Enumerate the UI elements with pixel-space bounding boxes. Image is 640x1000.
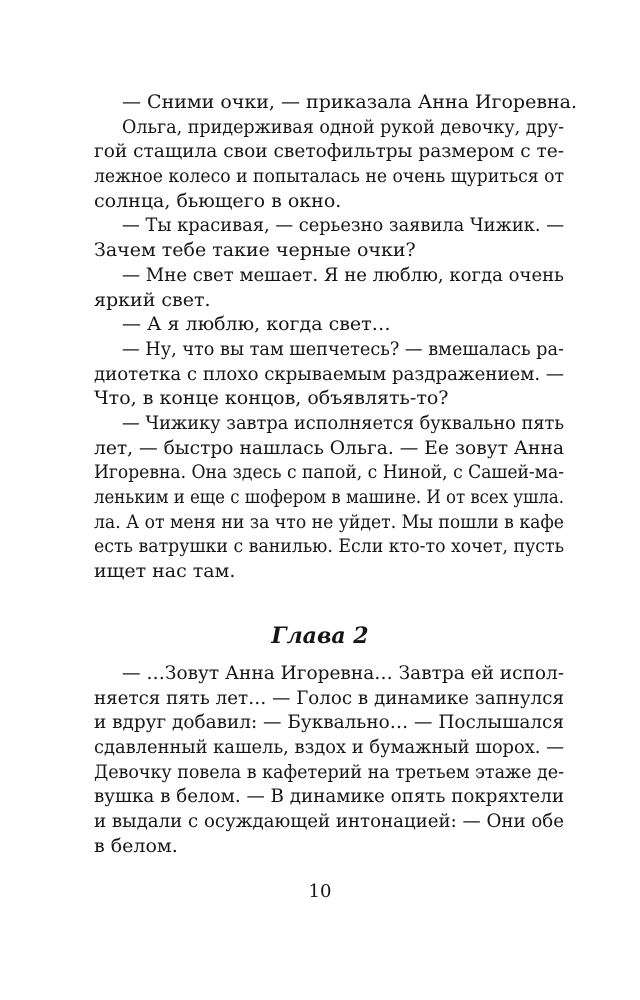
text-line: Девочку повела в кафетерий на третьем этаже де-: [94, 760, 564, 783]
text-line: — Ты красивая, — серьезно заявила Чижик. —: [122, 214, 564, 237]
text-line: диотетка с плохо скрываемым раздражением. —: [94, 362, 564, 385]
chapter-heading: Глава 2: [271, 623, 369, 649]
text-line: — Сними очки, — приказала Анна Игоревна.: [122, 91, 578, 113]
text-line: и выдали с осуждающей интонацией: — Они обе: [94, 810, 564, 833]
text-line: яркий свет.: [94, 288, 211, 311]
text-line: сдавленный кашель, вздох и бумажный шорох. —: [94, 736, 564, 759]
text-line: солнца, бьющего в окно.: [94, 189, 342, 212]
text-line: вушка в белом. — В динамике опять покряхтели: [94, 785, 564, 808]
text-line: леньким и еще с шофером в машине. И от всех ушла.: [94, 486, 564, 508]
text-line: Зачем тебе такие черные очки?: [94, 239, 416, 262]
text-line: — Мне свет мешает. Я не люблю, когда очень: [122, 263, 564, 286]
text-line: есть ватрушки с ванилью. Если кто-то хочет, пусть: [94, 535, 564, 558]
text-line: лет, — быстро нашлась Ольга. — Ее зовут Анна: [94, 436, 564, 459]
text-line: — …Зовут Анна Игоревна… Завтра ей испол-: [122, 662, 564, 684]
text-line: няется пять лет… — Голос в динамике запнулся: [94, 686, 564, 709]
text-block-after-chapter: [94, 661, 564, 859]
text-line: лежное колесо и попыталась не очень щуриться от: [94, 165, 564, 188]
page-number: 10: [308, 881, 332, 902]
text-line: — Чижику завтра исполняется буквально пять: [122, 411, 564, 434]
text-line: гой стащила свои светофильтры размером с те-: [94, 140, 564, 163]
text-line: Что, в конце концов, объявлять-то?: [94, 387, 449, 410]
text-line: ла. А от меня ни за что не уйдет. Мы пошли в кафе: [94, 510, 564, 533]
text-line: — Ну, что вы там шепчетесь? — вмешалась ра-: [122, 337, 564, 360]
text-line: Игоревна. Она здесь с папой, с Ниной, с Сашей-ма-: [94, 461, 564, 484]
text-line: ищет нас там.: [94, 560, 236, 583]
text-line: в белом.: [94, 834, 178, 857]
text-line: и вдруг добавил: — Буквально… — Послышался: [94, 711, 564, 734]
text-line: — А я люблю, когда свет…: [122, 313, 391, 336]
text-block-before-chapter: [94, 90, 578, 584]
text-line: Ольга, придерживая одной рукой девочку, дру-: [122, 115, 564, 138]
